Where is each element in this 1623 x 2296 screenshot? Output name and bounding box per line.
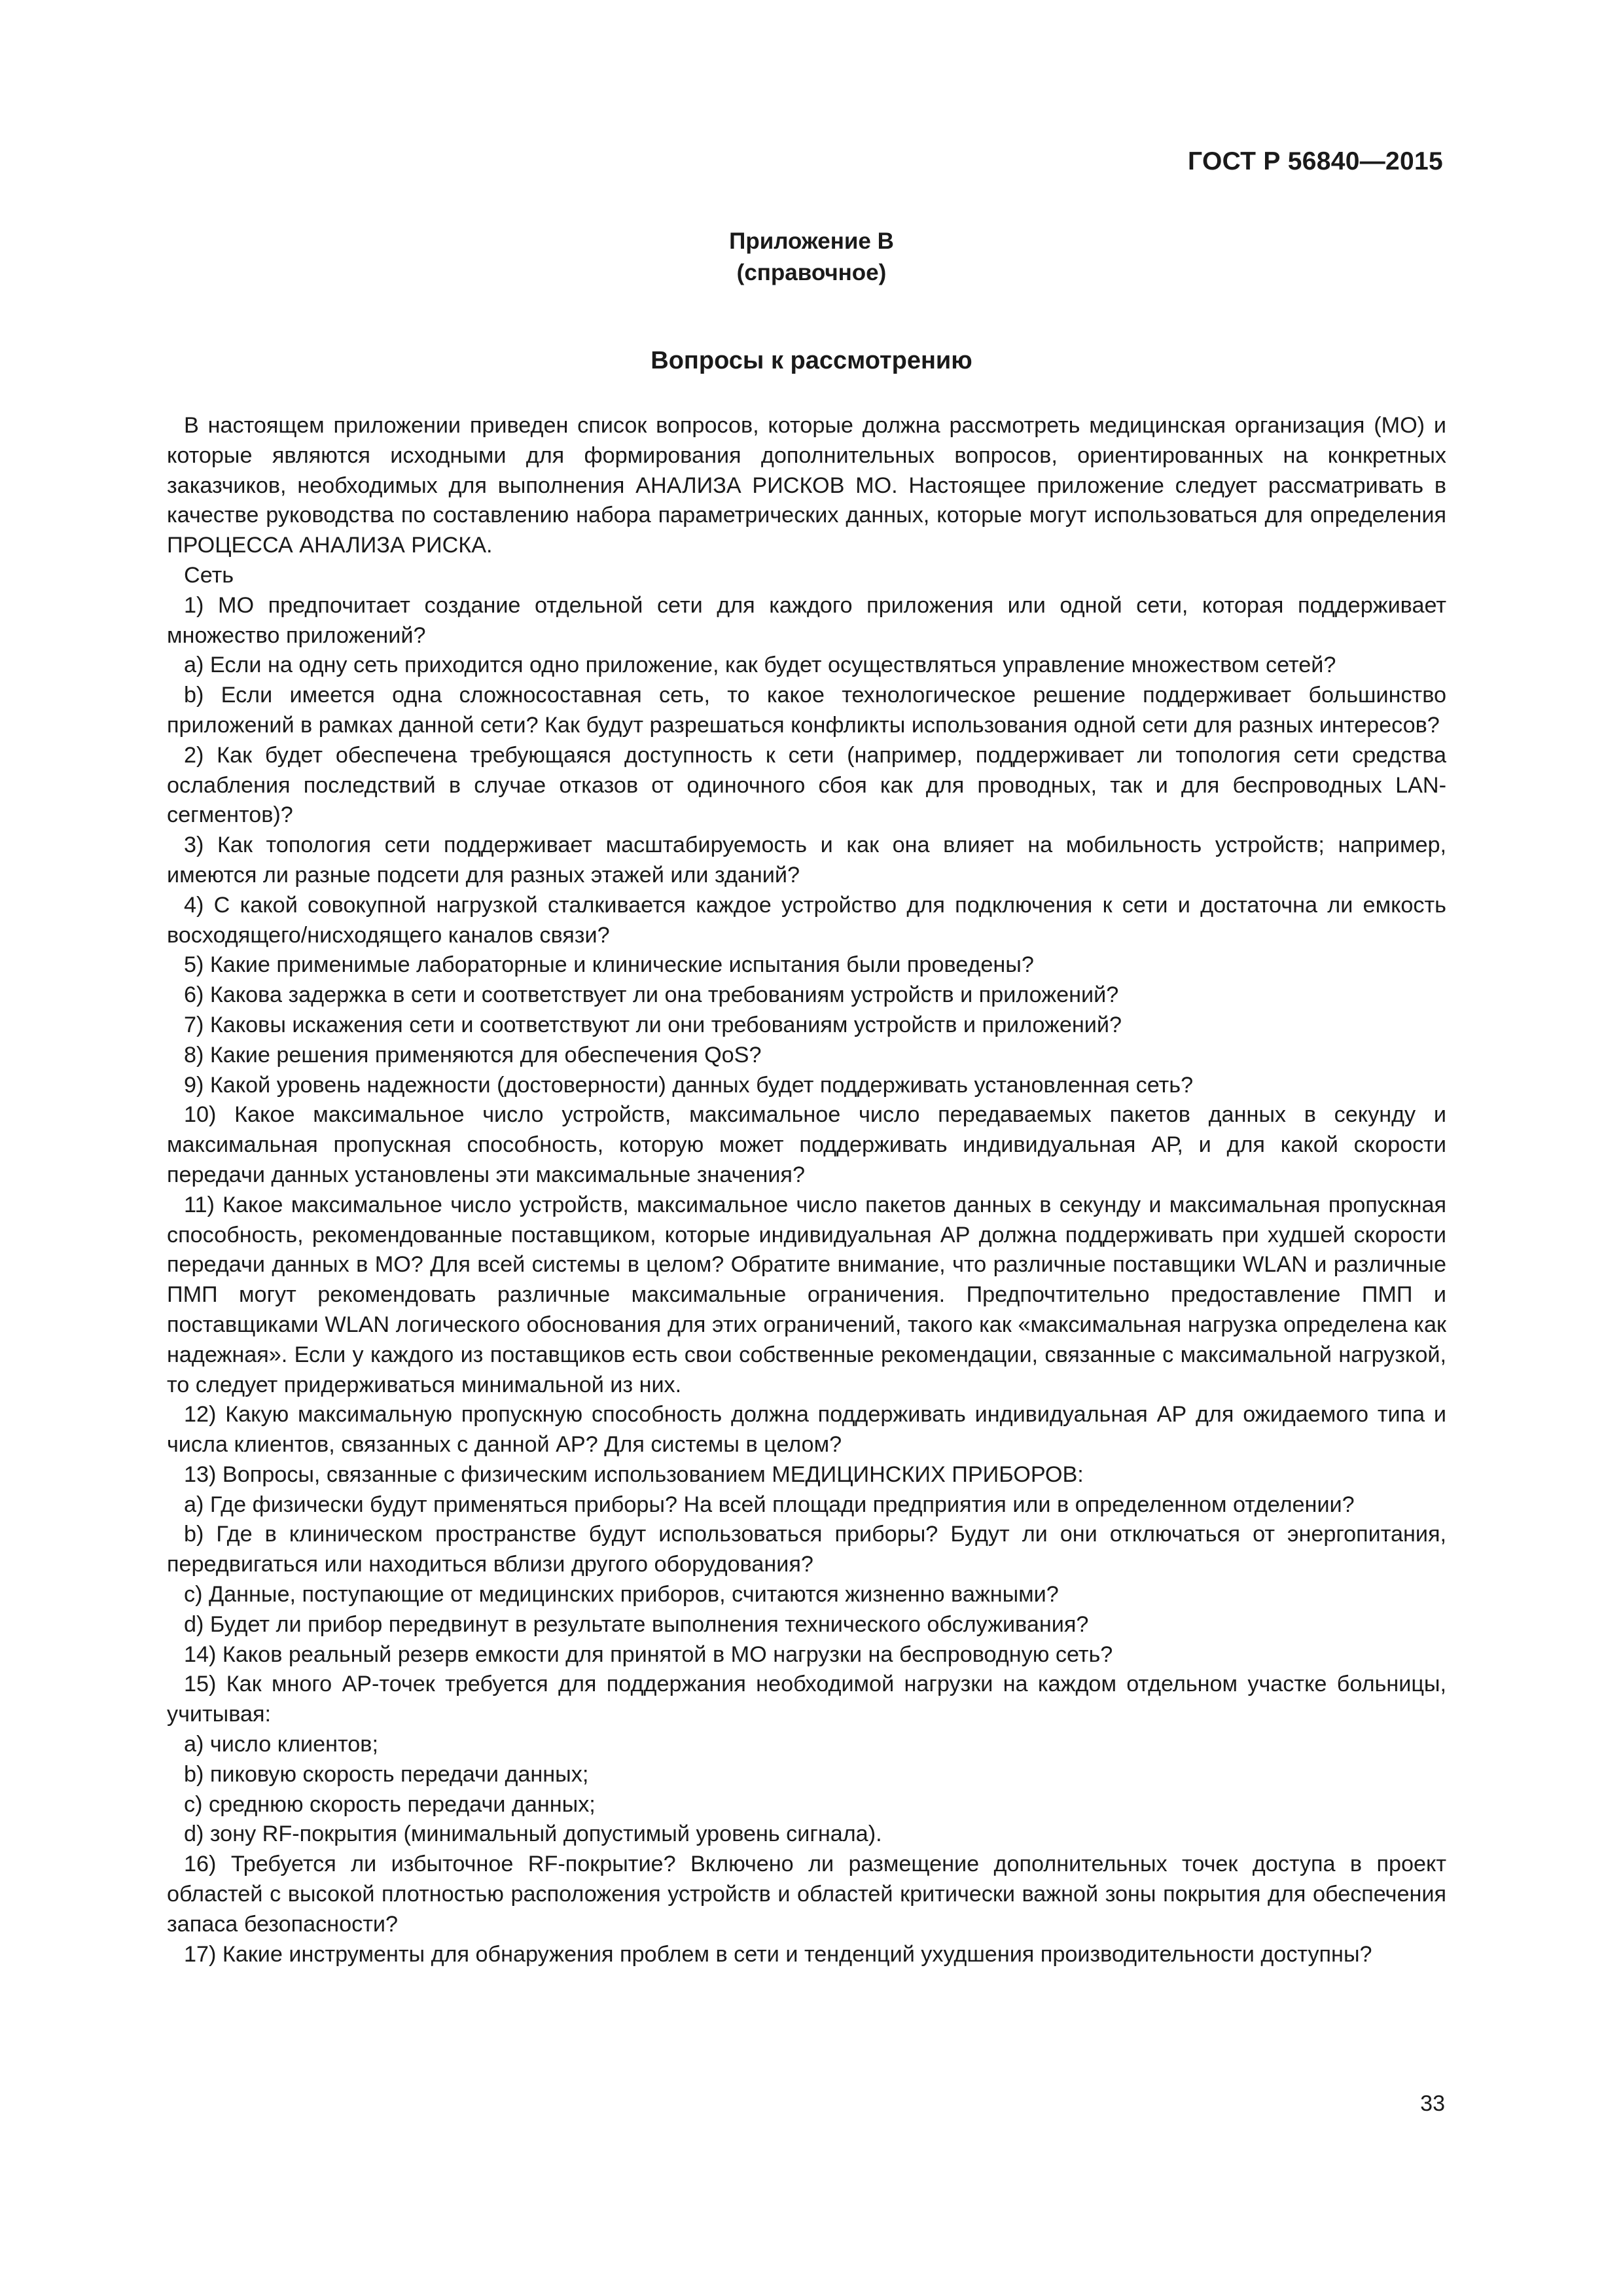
question-item: 1) МО предпочитает создание отдельной сети для каждого приложения или одной сети, которая поддерживает множество приложений?: [167, 592, 1446, 648]
question-item: 13) Вопросы, связанные с физическим использованием МЕДИЦИНСКИХ ПРИБОРОВ:: [184, 1462, 1084, 1487]
question-item: 3) Как топология сети поддерживает масштабируемость и как она влияет на мобильность устройств; например, имеются ли разные подсети для разных этажей или зданий?: [167, 833, 1446, 888]
page-number: 33: [1420, 2091, 1445, 2116]
question-item: 6) Какова задержка в сети и соответствует ли она требованиям устройств и приложений?: [184, 982, 1119, 1008]
question-subitem: а) Если на одну сеть приходится одно приложение, как будет осуществляться управление множеством сетей?: [184, 653, 1336, 678]
question-item: 5) Какие применимые лабораторные и клинические испытания были проведены?: [184, 952, 1034, 978]
question-subitem: b) пиковую скорость передачи данных;: [184, 1761, 589, 1787]
question-subitem: с) среднюю скорость передачи данных;: [184, 1791, 596, 1817]
question-subitem: b) Если имеется одна сложносоставная сеть, то какое технологическое решение поддерживает большинство приложений в рамках данной сети? Как будут разрешаться конфликты использования одной сети для разных интересов?: [167, 683, 1446, 738]
subsection-label: Сеть: [184, 562, 234, 588]
question-subitem: d) зону RF-покрытия (минимальный допустимый уровень сигнала).: [184, 1821, 882, 1847]
question-subitem: d) Будет ли прибор передвинут в результате выполнения технического обслуживания?: [184, 1611, 1089, 1637]
question-item: 4) С какой совокупной нагрузкой сталкивается каждое устройство для подключения к сети и достаточна ли емкость восходящего/нисходящего каналов связи?: [167, 892, 1446, 948]
appendix-title: Приложение В: [729, 228, 894, 254]
appendix-type: (справочное): [736, 260, 887, 285]
intro-paragraph: В настоящем приложении приведен список вопросов, которые должна рассмотреть медицинская организация (МО) и которые являются исходными для формирования дополнительных вопросов, ориентированных на конкретных заказчиков, необходимых для выполнения АНАЛИЗА РИСКОВ МО. Настоящее приложение следует рассматривать в качестве руководства по составлению набора параметрических данных, которые могут использоваться для определения ПРОЦЕССА АНАЛИЗА РИСКА.: [167, 413, 1446, 558]
question-item: 9) Какой уровень надежности (достоверности) данных будет поддерживать установленная сеть?: [184, 1072, 1194, 1098]
question-item: 8) Какие решения применяются для обеспечения QoS?: [184, 1042, 762, 1067]
question-item: 11) Какое максимальное число устройств, максимальное число пакетов данных в секунду и максимальная пропускная способность, рекомендованные поставщиком, которые индивидуальная АР должна поддерживать при худшей скорости передачи данных в МО? Для всей системы в целом? Обратите внимание, что различные поставщики WLAN и различные ПМП могут рекомендовать различные максимальные ограничения. Предпочтительно предоставление ПМП и поставщиками WLAN логического обоснования для этих ограничений, такого как «максимальная нагрузка определена как надежная». Если у каждого из поставщиков есть свои собственные рекомендации, связанные с максимальной нагрузкой, то следует придерживаться минимальной из них.: [167, 1192, 1446, 1397]
question-item: 16) Требуется ли избыточное RF-покрытие? Включено ли размещение дополнительных точек доступа в проект областей с высокой плотностью расположения устройств и областей критически важной зоны покрытия для обеспечения запаса безопасности?: [167, 1852, 1446, 1937]
question-item: 12) Какую максимальную пропускную способность должна поддерживать индивидуальная АР для ожидаемого типа и числа клиентов, связанных с данной АР? Для системы в целом?: [167, 1402, 1446, 1458]
question-subitem: с) Данные, поступающие от медицинских приборов, считаются жизненно важными?: [184, 1582, 1059, 1607]
question-subitem: а) число клиентов;: [184, 1732, 378, 1757]
question-item: 10) Какое максимальное число устройств, максимальное число передаваемых пакетов данных в секунду и максимальная пропускная способность, которую может поддерживать индивидуальная АР, и для какой скорости передачи данных установлены эти максимальные значения?: [167, 1102, 1446, 1187]
body-text: [167, 411, 1446, 1969]
question-item: 15) Как много АР-точек требуется для поддержания необходимой нагрузки на каждом отдельном участке больницы, учитывая:: [167, 1672, 1446, 1727]
question-item: 2) Как будет обеспечена требующаяся доступность к сети (например, поддерживает ли топология сети средства ослабления последствий в случае отказов от одиночного сбоя как для проводных, так и для беспроводных LAN-сегментов)?: [167, 742, 1446, 828]
question-item: 17) Какие инструменты для обнаружения проблем в сети и тенденций ухудшения производительности доступны?: [184, 1941, 1372, 1967]
question-subitem: а) Где физически будут применяться приборы? На всей площади предприятия или в определенном отделении?: [184, 1492, 1355, 1517]
question-item: 7) Каковы искажения сети и соответствуют ли они требованиям устройств и приложений?: [184, 1012, 1122, 1037]
appendix-heading: [0, 226, 1623, 289]
standard-number: ГОСТ Р 56840—2015: [1188, 147, 1443, 175]
section-title: Вопросы к рассмотрению: [651, 347, 972, 374]
question-item: 14) Каков реальный резерв емкости для принятой в МО нагрузки на беспроводную сеть?: [184, 1641, 1113, 1667]
question-subitem: b) Где в клиническом пространстве будут использоваться приборы? Будут ли они отключаться от энергопитания, передвигаться или находиться вблизи другого оборудования?: [167, 1522, 1446, 1577]
